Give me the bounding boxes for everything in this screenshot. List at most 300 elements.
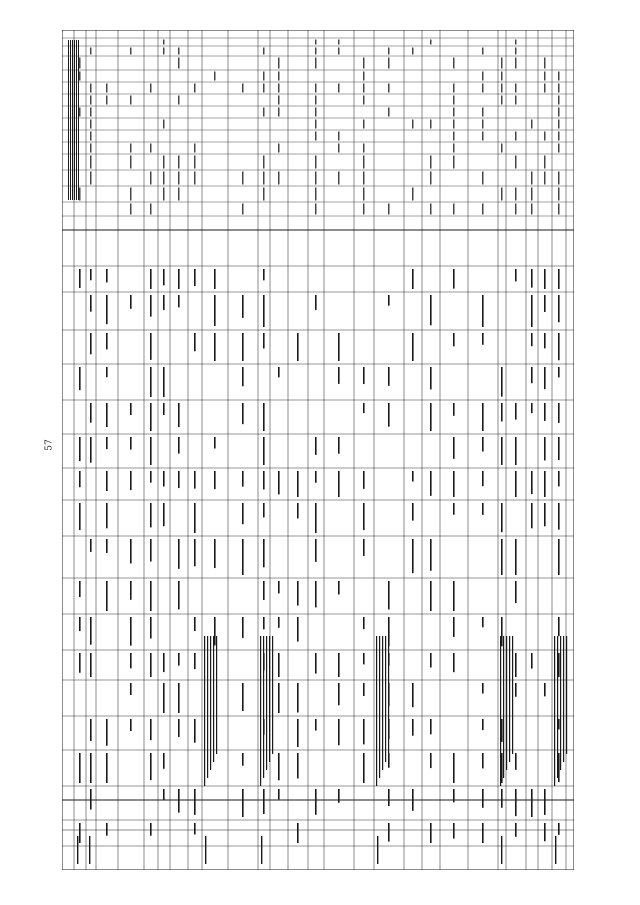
- title-strip: [68, 40, 69, 200]
- cell-value: [130, 719, 132, 731]
- cell-value: [501, 403, 503, 421]
- header-value: [130, 96, 131, 105]
- cell-value: [558, 367, 560, 377]
- cell-value: [214, 437, 216, 449]
- header-value: [150, 172, 151, 185]
- cell-value: [363, 753, 365, 783]
- cell-value: [263, 789, 265, 814]
- cell-value: [482, 503, 484, 515]
- header-value: [130, 48, 131, 55]
- cell-value: [278, 367, 280, 377]
- cell-value: [531, 503, 533, 528]
- cell-value: [412, 719, 414, 736]
- cell-value: [515, 753, 517, 770]
- cell-value: [363, 471, 365, 489]
- header-value: [558, 132, 559, 141]
- cell-value: [515, 437, 517, 465]
- cell-value: [178, 269, 180, 289]
- cell-value: [338, 719, 340, 745]
- cell-value: [482, 789, 484, 808]
- cell-value: [388, 789, 390, 806]
- cell-value: [297, 683, 299, 713]
- cell-value: [194, 617, 196, 631]
- cell-value: [515, 789, 517, 816]
- header-value: [263, 188, 264, 201]
- header-value: [130, 144, 131, 153]
- header-value: [515, 58, 516, 69]
- header-value: [482, 204, 483, 215]
- header-value: [453, 132, 454, 141]
- header-value: [482, 172, 483, 185]
- row-label: [89, 836, 90, 864]
- cell-value: [388, 581, 390, 609]
- header-value: [515, 188, 516, 201]
- header-value: [501, 144, 502, 153]
- cell-value: [178, 437, 180, 454]
- cell-value: [90, 539, 92, 552]
- header-value: [363, 72, 364, 81]
- cell-value: [130, 617, 132, 646]
- cell-value: [531, 295, 533, 327]
- header-value: [501, 96, 502, 105]
- header-value: [90, 132, 91, 141]
- header-value: [263, 108, 264, 117]
- measure-text: [560, 636, 561, 770]
- cell-value: [544, 367, 546, 389]
- cell-value: [482, 823, 484, 843]
- cell-value: [558, 617, 560, 636]
- measure-text: [512, 636, 513, 754]
- cell-value: [388, 295, 390, 306]
- cell-value: [363, 367, 365, 384]
- measure-text: [269, 636, 270, 762]
- cell-value: [315, 503, 317, 533]
- cell-value: [544, 269, 546, 289]
- cell-value: [150, 367, 152, 397]
- cell-value: [453, 753, 455, 783]
- cell-value: [363, 719, 365, 744]
- cell-value: [482, 403, 484, 431]
- cell-value: [163, 471, 165, 487]
- cell-value: [482, 471, 484, 486]
- cell-value: [430, 367, 432, 389]
- header-value: [214, 72, 215, 81]
- row-label: [77, 836, 78, 864]
- header-value: [90, 96, 91, 105]
- cell-value: [482, 719, 484, 730]
- header-value: [412, 48, 413, 55]
- cell-value: [214, 617, 216, 645]
- cell-value: [558, 719, 560, 729]
- row-label: [501, 836, 502, 864]
- cell-value: [263, 581, 265, 600]
- header-value: [178, 188, 179, 201]
- cell-value: [544, 823, 546, 841]
- cell-value: [531, 471, 533, 494]
- header-value: [363, 172, 364, 185]
- header-value: [363, 204, 364, 215]
- measure-text: [213, 636, 214, 762]
- header-value: [453, 58, 454, 69]
- cell-value: [453, 823, 455, 839]
- cell-value: [130, 683, 132, 695]
- cell-value: [453, 581, 455, 611]
- header-value: [106, 96, 107, 105]
- cell-value: [242, 333, 244, 361]
- cell-value: [453, 437, 455, 459]
- header-value: [315, 48, 316, 55]
- header-value: [163, 48, 164, 55]
- cell-value: [453, 789, 455, 802]
- header-value: [315, 40, 316, 45]
- cell-value: [79, 437, 81, 461]
- header-value: [263, 72, 264, 81]
- cell-value: [558, 471, 560, 486]
- header-value: [315, 204, 316, 215]
- cell-value: [558, 437, 560, 460]
- header-value: [338, 144, 339, 153]
- cell-value: [150, 403, 152, 431]
- cell-value: [163, 503, 165, 526]
- cell-value: [558, 539, 560, 575]
- measure-text: [379, 636, 380, 778]
- cell-value: [90, 437, 92, 463]
- cell-value: [214, 295, 216, 326]
- cell-value: [106, 367, 108, 377]
- cell-value: [106, 269, 108, 282]
- header-value: [544, 132, 545, 141]
- cell-value: [338, 683, 340, 705]
- cell-value: [278, 617, 280, 628]
- header-value: [278, 84, 279, 93]
- cell-value: [263, 437, 265, 465]
- cell-value: [106, 295, 108, 324]
- cell-value: [263, 503, 265, 517]
- header-value: [363, 96, 364, 105]
- cell-value: [150, 269, 152, 289]
- row-label: [377, 836, 378, 864]
- header-value: [163, 172, 164, 185]
- cell-value: [178, 471, 180, 488]
- cell-value: [430, 295, 432, 325]
- header-value: [558, 84, 559, 93]
- cell-value: [558, 269, 560, 289]
- cell-value: [412, 269, 414, 289]
- header-value: [178, 156, 179, 169]
- measure-text: [272, 636, 273, 754]
- header-value: [163, 120, 164, 129]
- measure-text: [506, 636, 507, 770]
- header-value: [194, 144, 195, 153]
- cell-value: [453, 503, 455, 515]
- header-value: [150, 144, 151, 153]
- header-value: [412, 188, 413, 201]
- cell-value: [315, 437, 317, 455]
- cell-value: [297, 333, 299, 361]
- cell-value: [558, 403, 560, 423]
- measure-text: [500, 636, 501, 786]
- cell-value: [90, 403, 92, 423]
- header-value: [278, 172, 279, 185]
- cell-value: [501, 719, 503, 742]
- cell-value: [163, 683, 165, 713]
- header-value: [558, 188, 559, 201]
- header-value: [242, 84, 243, 93]
- header-value: [106, 84, 107, 93]
- header-value: [531, 120, 532, 129]
- cell-value: [178, 719, 180, 737]
- cell-value: [388, 367, 390, 386]
- cell-value: [531, 789, 533, 817]
- cell-value: [430, 403, 432, 431]
- measure-text: [204, 636, 205, 786]
- cell-value: [194, 269, 196, 286]
- cell-value: [430, 719, 432, 734]
- cell-value: [163, 653, 165, 672]
- cell-value: [194, 789, 196, 815]
- cell-value: [106, 753, 108, 783]
- cell-value: [242, 403, 244, 424]
- cell-value: [315, 719, 317, 731]
- cell-value: [79, 269, 81, 288]
- header-value: [363, 188, 364, 201]
- header-value: [482, 108, 483, 117]
- measure-text: [557, 636, 558, 778]
- header-value: [315, 58, 316, 69]
- header-value: [558, 108, 559, 117]
- header-value: [150, 204, 151, 215]
- header-value: [501, 84, 502, 93]
- header-value: [278, 96, 279, 105]
- cell-value: [363, 503, 365, 530]
- cell-value: [453, 403, 455, 416]
- cell-value: [482, 437, 484, 452]
- header-value: [363, 156, 364, 169]
- cell-value: [263, 539, 265, 567]
- cell-value: [150, 471, 152, 483]
- cell-value: [338, 789, 340, 803]
- header-value: [501, 58, 502, 69]
- title-strip: [76, 40, 77, 200]
- header-value: [430, 204, 431, 215]
- cell-value: [278, 753, 280, 780]
- header-value: [315, 120, 316, 129]
- header-value: [194, 172, 195, 185]
- header-value: [515, 204, 516, 215]
- cell-value: [412, 683, 414, 707]
- row-label: [555, 836, 556, 864]
- header-value: [90, 120, 91, 129]
- header-value: [544, 72, 545, 81]
- cell-value: [558, 753, 560, 782]
- cell-value: [297, 581, 299, 606]
- header-value: [163, 188, 164, 201]
- header-value: [453, 96, 454, 105]
- header-value: [79, 58, 80, 69]
- cell-value: [150, 539, 152, 562]
- cell-value: [515, 403, 517, 420]
- cell-value: [501, 753, 503, 783]
- header-value: [278, 58, 279, 69]
- cell-value: [178, 539, 180, 569]
- cell-value: [297, 823, 299, 843]
- cell-value: [544, 295, 546, 312]
- header-value: [90, 156, 91, 169]
- cell-value: [558, 503, 560, 530]
- cell-value: [242, 503, 244, 524]
- cell-value: [515, 683, 517, 697]
- cell-value: [242, 367, 244, 386]
- header-value: [482, 120, 483, 129]
- header-value: [338, 84, 339, 93]
- header-value: [130, 204, 131, 215]
- header-value: [90, 48, 91, 55]
- measure-text: [385, 636, 386, 762]
- header-value: [453, 120, 454, 129]
- header-value: [388, 108, 389, 117]
- cell-value: [214, 269, 216, 289]
- cell-value: [106, 471, 108, 491]
- cell-value: [278, 471, 280, 494]
- header-value: [430, 120, 431, 129]
- cell-value: [544, 333, 546, 348]
- page-number: 57: [44, 439, 55, 451]
- cell-value: [297, 503, 299, 518]
- cell-value: [79, 617, 81, 631]
- cell-value: [178, 653, 180, 666]
- header-value: [163, 156, 164, 169]
- cell-value: [430, 539, 432, 571]
- header-value: [178, 58, 179, 69]
- header-value: [263, 48, 264, 55]
- cell-value: [515, 269, 517, 281]
- cell-value: [263, 295, 265, 327]
- cell-value: [90, 789, 92, 810]
- cell-value: [315, 789, 317, 815]
- cell-value: [242, 539, 244, 575]
- cell-value: [430, 753, 432, 768]
- cell-value: [130, 437, 132, 450]
- cell-value: [178, 295, 180, 307]
- cell-value: [263, 471, 265, 489]
- cell-value: [412, 471, 414, 482]
- header-value: [130, 188, 131, 201]
- cell-value: [130, 403, 132, 415]
- header-value: [79, 108, 80, 117]
- measure-text: [563, 636, 564, 762]
- header-value: [130, 156, 131, 169]
- cell-value: [363, 683, 365, 696]
- cell-value: [453, 471, 455, 497]
- header-value: [558, 96, 559, 105]
- header-value: [163, 40, 164, 45]
- cell-value: [544, 471, 546, 497]
- cell-value: [482, 753, 484, 768]
- header-value: [558, 172, 559, 185]
- cell-value: [515, 581, 517, 603]
- cell-value: [338, 653, 340, 677]
- cell-value: [90, 333, 92, 354]
- title-strip: [74, 40, 75, 200]
- cell-value: [194, 503, 196, 533]
- cell-value: [90, 617, 92, 645]
- cell-value: [544, 503, 546, 526]
- cell-value: [544, 403, 546, 421]
- header-value: [412, 120, 413, 129]
- cell-value: [130, 295, 132, 309]
- cell-value: [79, 581, 81, 597]
- cell-value: [544, 437, 546, 460]
- cell-value: [558, 333, 560, 360]
- cell-value: [363, 539, 365, 556]
- cell-value: [531, 653, 533, 669]
- header-value: [544, 58, 545, 69]
- cell-value: [79, 823, 81, 843]
- measure-text: [263, 636, 264, 778]
- cell-value: [501, 789, 503, 808]
- cell-value: [106, 333, 108, 349]
- cell-value: [194, 333, 196, 351]
- cell-value: [430, 471, 432, 496]
- cell-value: [501, 617, 503, 646]
- cell-value: [278, 581, 280, 593]
- header-value: [453, 204, 454, 215]
- header-value: [315, 156, 316, 169]
- cell-value: [242, 753, 244, 766]
- cell-value: [150, 617, 152, 639]
- header-value: [544, 172, 545, 185]
- cell-value: [163, 367, 165, 397]
- cell-value: [388, 403, 390, 427]
- measure-text: [388, 636, 389, 754]
- cell-value: [194, 719, 196, 743]
- cell-value: [106, 539, 108, 553]
- cell-value: [388, 823, 390, 842]
- measure-text: [266, 636, 267, 770]
- header-value: [79, 72, 80, 81]
- header-value: [544, 84, 545, 93]
- cell-value: [297, 471, 299, 497]
- cell-value: [338, 581, 340, 594]
- header-value: [242, 204, 243, 215]
- cell-value: [242, 617, 244, 638]
- cell-value: [412, 539, 414, 573]
- cell-value: [130, 471, 132, 490]
- cell-value: [194, 823, 196, 834]
- header-value: [558, 144, 559, 153]
- header-value: [453, 144, 454, 153]
- title-strip: [78, 40, 79, 200]
- cell-value: [501, 503, 503, 532]
- cell-value: [278, 653, 280, 677]
- header-value: [178, 96, 179, 105]
- cell-value: [214, 333, 216, 361]
- cell-value: [150, 719, 152, 740]
- measure-text: [376, 636, 377, 786]
- header-value: [90, 144, 91, 153]
- header-value: [482, 48, 483, 55]
- cell-value: [531, 333, 533, 346]
- cell-value: [242, 295, 244, 318]
- cell-value: [412, 789, 414, 811]
- header-value: [515, 40, 516, 45]
- header-value: [79, 188, 80, 201]
- header-value: [90, 84, 91, 93]
- header-value: [501, 188, 502, 201]
- cell-value: [106, 823, 108, 836]
- cell-value: [178, 683, 180, 713]
- cell-value: [130, 581, 132, 600]
